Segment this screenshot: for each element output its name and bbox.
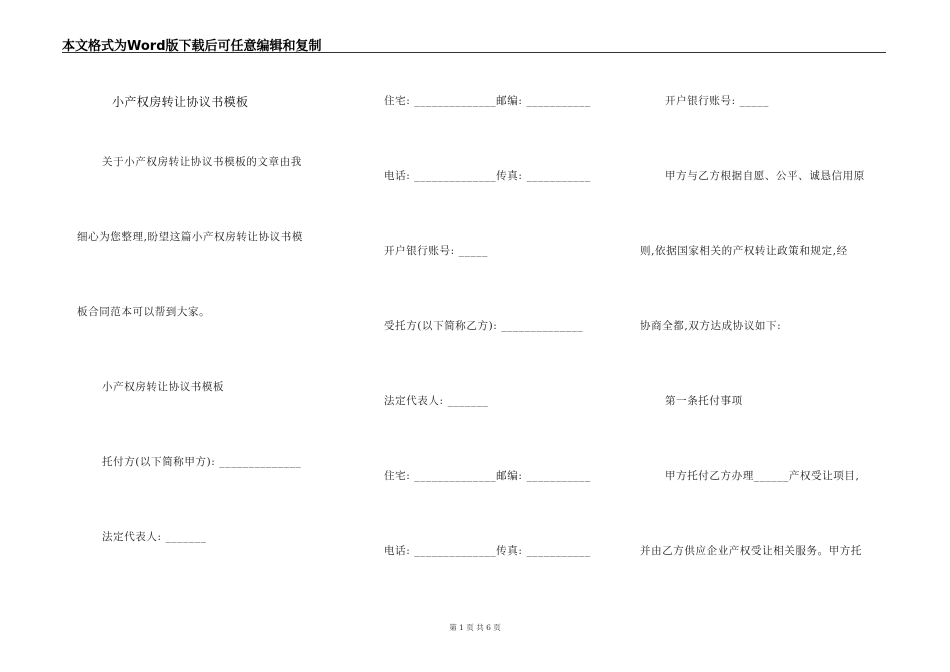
paragraph-line: 协商全都,双方达成协议如下: bbox=[640, 320, 782, 332]
paragraph-line: 住宅: ______________邮编: ___________ bbox=[384, 95, 591, 107]
paragraph-line: 板合同范本可以帮到大家。 bbox=[77, 306, 211, 318]
paragraph-line: 电话: ______________传真: ___________ bbox=[384, 545, 591, 557]
page-header bbox=[62, 33, 886, 53]
document-title: 小产权房转让协议书模板 bbox=[112, 95, 249, 109]
paragraph-line: 住宅: ______________邮编: ___________ bbox=[384, 470, 591, 482]
paragraph-line: 关于小产权房转让协议书模板的文章由我 bbox=[102, 156, 302, 168]
paragraph-line: 开户银行账号: _____ bbox=[384, 245, 488, 257]
paragraph-line: 第一条托付事项 bbox=[665, 395, 743, 407]
paragraph-line: 并由乙方供应企业产权受让相关服务。甲方托 bbox=[640, 545, 862, 557]
paragraph-line: 甲方与乙方根据自愿、公平、诚恳信用原 bbox=[665, 170, 865, 182]
paragraph-line: 托付方(以下简称甲方): ______________ bbox=[102, 456, 302, 468]
paragraph-line: 开户银行账号: _____ bbox=[665, 95, 769, 107]
page-number: 第 1 页 共 6 页 bbox=[449, 623, 501, 632]
paragraph-line: 小产权房转让协议书模板 bbox=[102, 381, 225, 393]
paragraph-line: 电话: ______________传真: ___________ bbox=[384, 170, 591, 182]
paragraph-line: 法定代表人: _______ bbox=[384, 395, 489, 407]
paragraph-line: 则,依据国家相关的产权转让政策和规定,经 bbox=[640, 245, 848, 257]
paragraph-line: 细心为您整理,盼望这篇小产权房转让协议书模 bbox=[77, 231, 303, 243]
paragraph-line: 甲方托付乙方办理______产权受让项目, bbox=[665, 470, 860, 482]
paragraph-line: 法定代表人: _______ bbox=[102, 531, 207, 543]
paragraph-line: 受托方(以下简称乙方): ______________ bbox=[384, 320, 584, 332]
header-title: 本文格式为Word版下载后可任意编辑和复制 bbox=[62, 39, 322, 54]
